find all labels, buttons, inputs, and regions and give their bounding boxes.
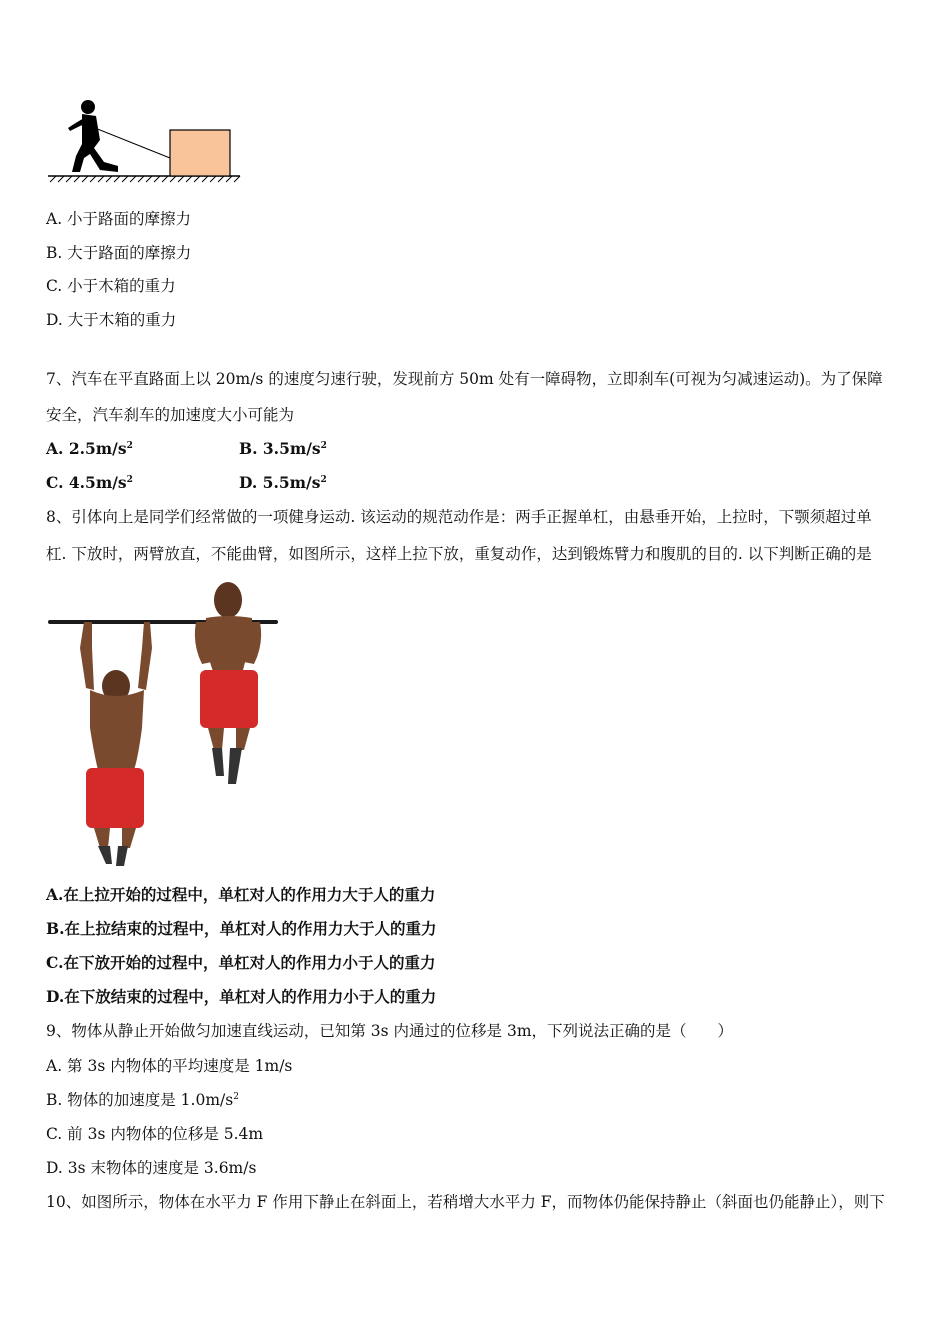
q7-stem-line2: 安全，汽车刹车的加速度大小可能为 [46, 406, 295, 424]
q9-option-d: D. 3s 末物体的速度是 3.6m/s [46, 1159, 257, 1177]
q6-option-d: D. 大于木箱的重力 [46, 311, 177, 329]
q9-option-a: A. 第 3s 内物体的平均速度是 1m/s [46, 1057, 293, 1075]
q9-option-c: C. 前 3s 内物体的位移是 5.4m [46, 1125, 264, 1143]
q6-option-b: B. 大于路面的摩擦力 [46, 244, 192, 262]
q7-stem-line1: 7、汽车在平直路面上以 20m/s 的速度匀速行驶，发现前方 50m 处有一障碍物，立即刹车(可视为匀减速运动)。为了保障 [46, 370, 883, 388]
q8-option-a: A.在上拉开始的过程中，单杠对人的作用力大于人的重力 [46, 885, 436, 904]
q7-option-d: D. $5.5m/s^2$ [239, 473, 327, 492]
q7-option-b: B. $3.5m/s^2$ [239, 439, 327, 458]
person-icon [68, 100, 118, 172]
q7-option-a: A. $2.5m/s^2$ [46, 439, 133, 458]
pulled-up-man [195, 582, 261, 784]
q8-stem-line2: 杠. 下放时，两臂放直，不能曲臂，如图所示，这样上拉下放，重复动作，达到锻炼臂力和腹肌的目的. 以下判断正确的是 [46, 545, 872, 563]
q8-option-d: D.在下放结束的过程中，单杠对人的作用力小于人的重力 [46, 987, 437, 1006]
q6-option-c: C. 小于木箱的重力 [46, 277, 176, 295]
wooden-box [170, 130, 230, 176]
q8-option-c: C.在下放开始的过程中，单杠对人的作用力小于人的重力 [46, 953, 436, 972]
q9-option-b: B. 物体的加速度是 $1.0m/s^2$ [46, 1091, 239, 1109]
pulling-box-figure [44, 96, 244, 186]
q9-stem: 9、物体从静止开始做匀加速直线运动，已知第 3s 内通过的位移是 3m，下列说法正确的是（ ） [46, 1022, 734, 1040]
q10-stem-line1: 10、如图所示，物体在水平力 F 作用下静止在斜面上，若稍增大水平力 F，而物体仍能保持静止（斜面也仍能静止），则下 [46, 1193, 885, 1211]
q6-option-a: A. 小于路面的摩擦力 [46, 210, 192, 228]
hanging-man [80, 622, 152, 866]
q7-option-c: C. $4.5m/s^2$ [46, 473, 133, 492]
q8-stem-line1: 8、引体向上是同学们经常做的一项健身运动. 该运动的规范动作是：两手正握单杠，由悬垂开始，上拉时，下颚须超过单 [46, 508, 872, 526]
q8-option-b: B.在上拉结束的过程中，单杠对人的作用力大于人的重力 [46, 919, 437, 938]
pull-up-figure [46, 578, 280, 870]
